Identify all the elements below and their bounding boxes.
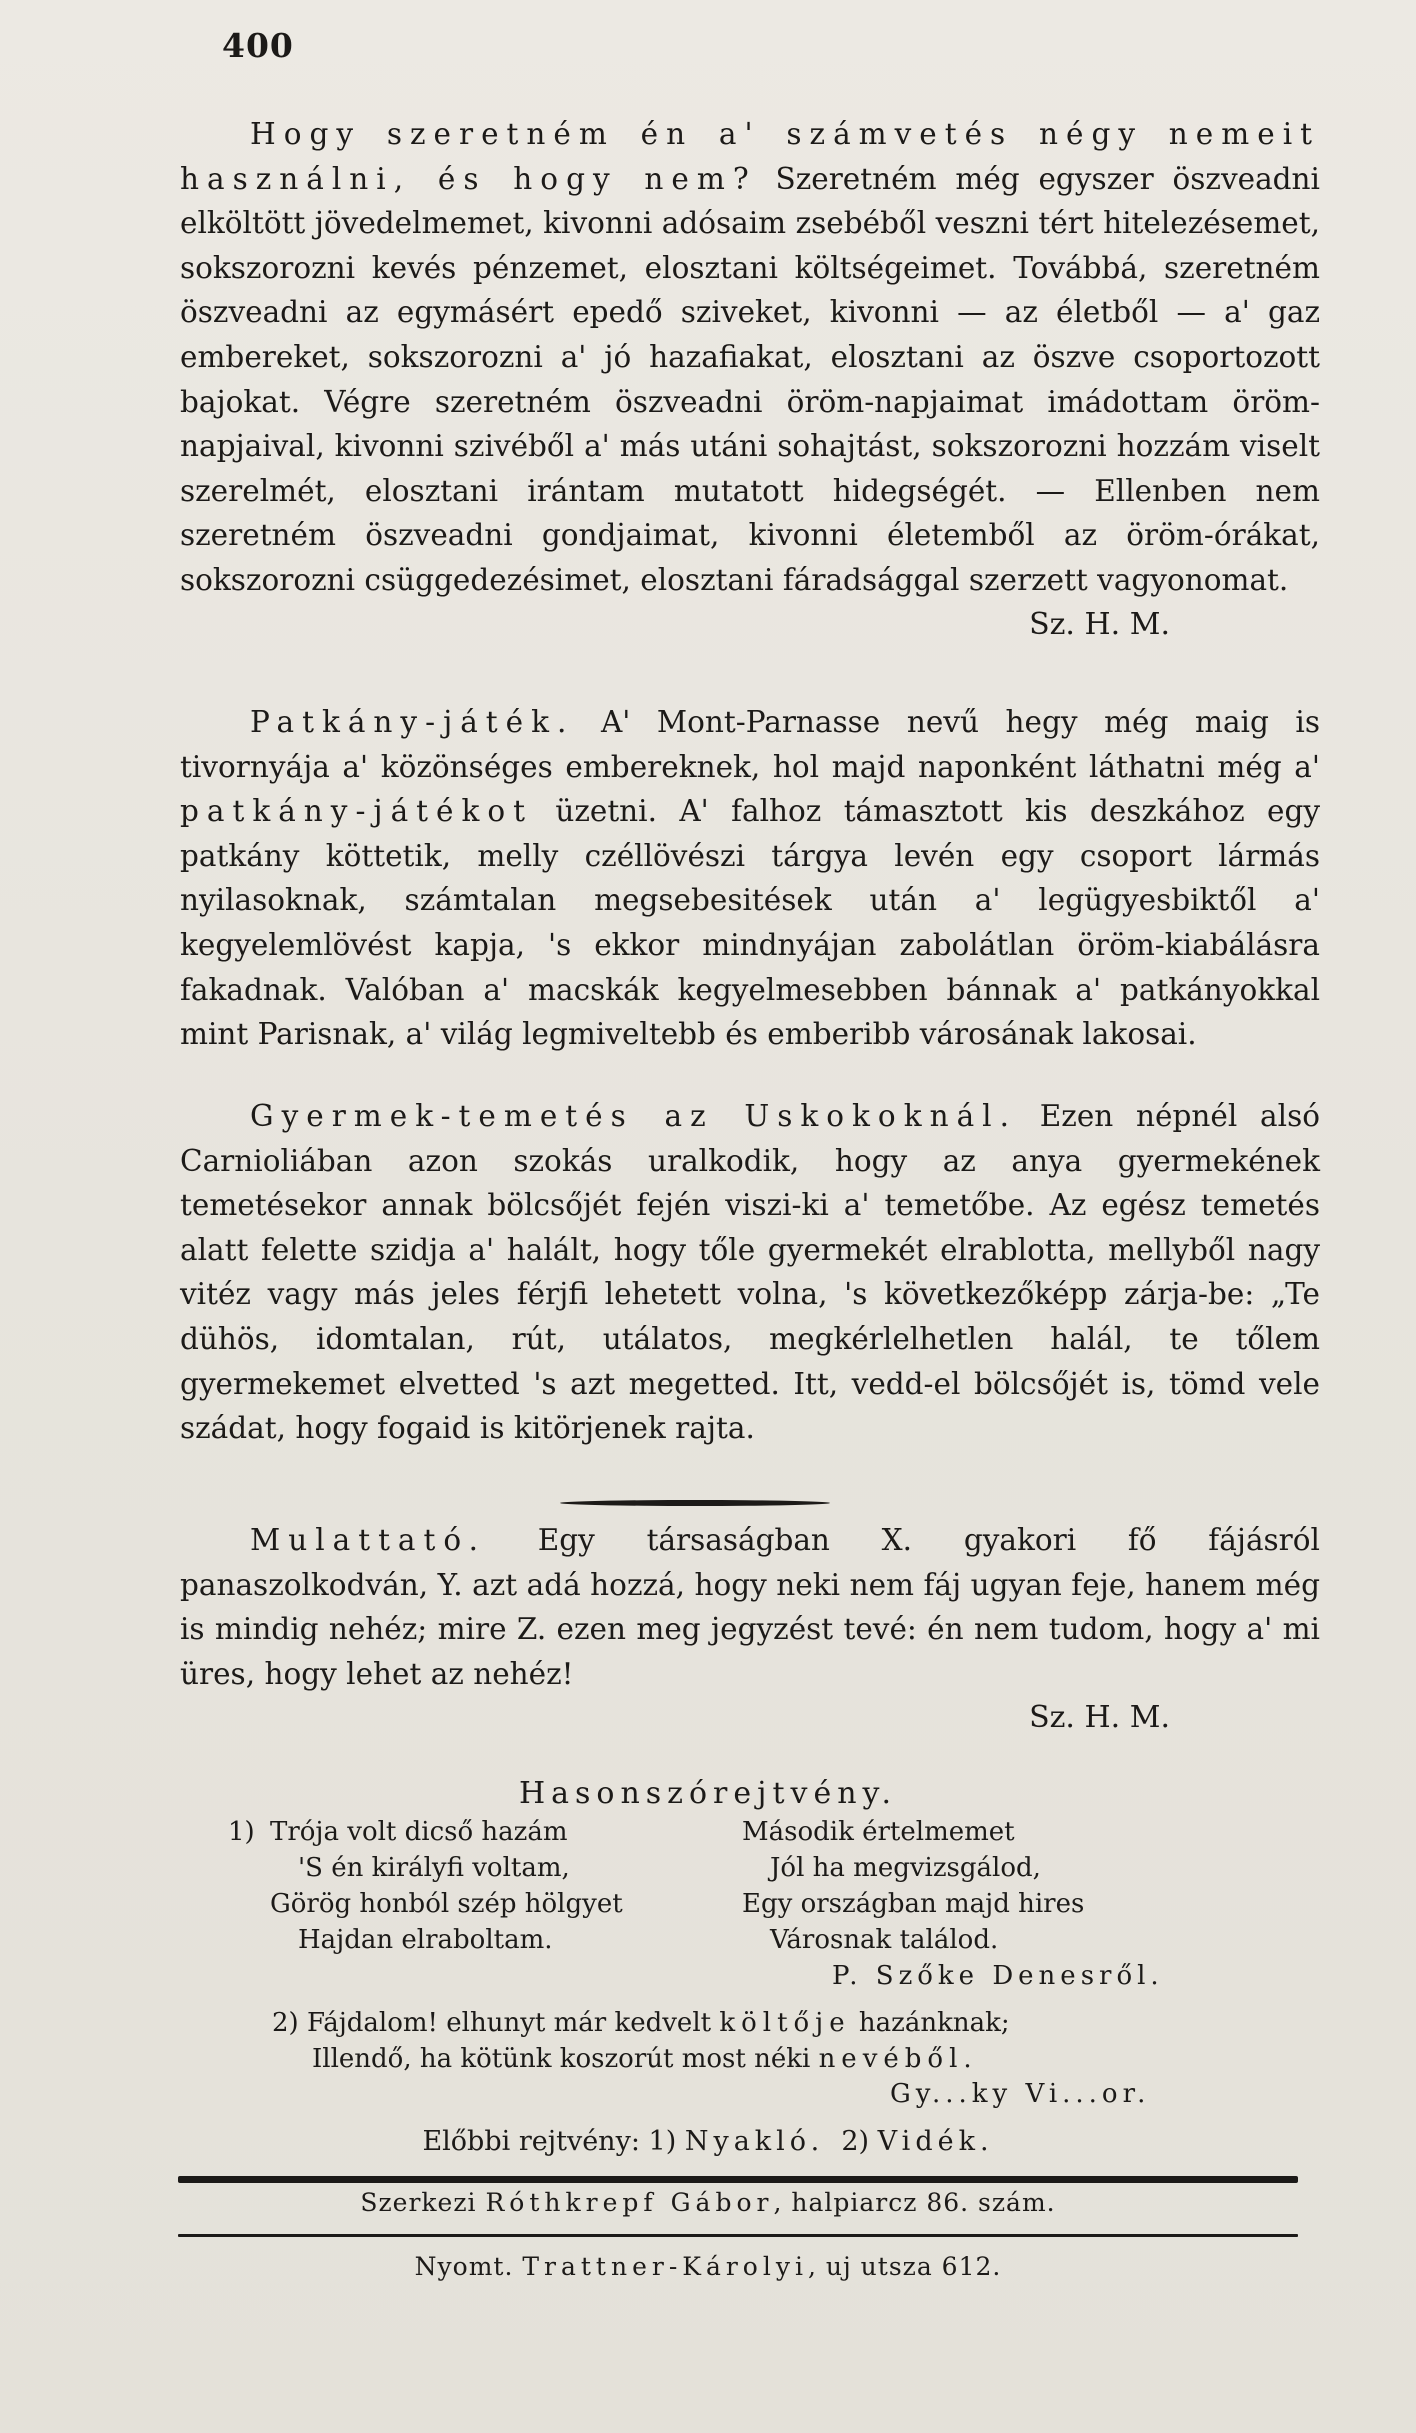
riddle-2-line-2: [312, 2040, 972, 2078]
riddle-author-1: P. Szőke Denesről.: [832, 1961, 1164, 1991]
riddle-2-line-1: [272, 2004, 1010, 2042]
previous-answer: [0, 2126, 1416, 2157]
riddle-line: Egy országban majd hires: [742, 1889, 1085, 1919]
printer-line: [0, 2252, 1416, 2281]
riddle-line: Hajdan elraboltam.: [298, 1925, 553, 1955]
editor-line: [0, 2188, 1416, 2217]
article-gyermek-temetes: [180, 1094, 1320, 1451]
article-emphasis: patkány-játékot: [180, 794, 533, 829]
article-body: Egy társaságban X. gyakori fő fájásról panaszolkodván, Y. azt adá hozzá, hogy neki nem fáj ugyan feje, hanem még is mindig nehéz; mire Z. ezen meg jegyzést tevé: én nem tudom, hogy a' mi üres, hogy lehet az nehéz!: [180, 1523, 1320, 1691]
riddle-emphasis: nevéből: [818, 2044, 964, 2074]
article-szamvetes: [180, 112, 1320, 647]
section-divider: [560, 1500, 830, 1506]
answer-number: 1): [648, 2126, 677, 2157]
printer-prefix: Nyomt.: [414, 2252, 514, 2281]
riddle-number-1: 1): [228, 1817, 255, 1847]
riddle-title: Hasonszórejtvény.: [518, 1776, 898, 1811]
article-signature: Sz. H. M.: [1029, 1700, 1170, 1736]
answer-1: Nyakló.: [684, 2126, 825, 2157]
article-signature: Sz. H. M.: [1029, 606, 1170, 642]
answer-number: 2): [841, 2126, 870, 2157]
double-rule: [178, 2176, 1298, 2183]
article-body: Szeretném még egyszer öszveadni elköltött jövedelmemet, kivonni adósaim zsebéből veszni tért hitelezésemet, sokszorozni kevés pénzemet, elosztani költségeimet. Továbbá, szeretném öszveadni az egymásért epedő sziveket, kivonni — az életből — a' gaz embereket, sokszorozni a' jó hazafiakat, elosztani az öszve csoportozott bajokat. Végre szeretném öszveadni öröm-napjaimat imádottam öröm-napjaival, kivonni szivéből a' más utáni sohajtást, sokszorozni hozzám viselt szerelmét, elosztani irántam mutatott hidegségét. — Ellenben nem szeretném öszveadni gondjaimat, kivonni életemből az öröm-órákat, sokszorozni csüggedezésimet, elosztani fáradsággal szerzett vagyonomat.: [180, 161, 1320, 597]
previous-answer-label: Előbbi rejtvény:: [422, 2126, 640, 2157]
printer-address: , uj utsza 612.: [807, 2252, 1002, 2281]
imprint-rule: [178, 2234, 1298, 2237]
article-title: Mulattató.: [250, 1523, 486, 1557]
riddle-line: Második értelmemet: [742, 1817, 1015, 1847]
riddle-left-column: [270, 1814, 623, 1958]
article-mulattato: [180, 1518, 1320, 1741]
article-title: Hogy szeretném én a' számvetés négy nemeit használni, és hogy nem?: [180, 117, 1320, 196]
article-patkany-jatek: [180, 700, 1320, 1057]
riddle-line: Görög honból szép hölgyet: [270, 1889, 623, 1919]
answer-2: Vidék.: [877, 2126, 994, 2157]
riddle-right-column: [742, 1814, 1084, 1958]
riddle-author-2: Gy...ky Vi...or.: [890, 2079, 1151, 2109]
printer-name: Trattner-Károlyi: [522, 2252, 808, 2281]
riddle-line: Városnak találod.: [770, 1925, 999, 1955]
editor-prefix: Szerkezi: [360, 2188, 477, 2217]
editor-name: Róthkrepf Gábor: [485, 2188, 774, 2217]
riddle-text: Fájdalom! elhunyt már kedvelt: [306, 2008, 720, 2038]
article-body-part: A' Mont-Parnasse nevű hegy még maig is tivornyája a' közönséges embereknek, hol majd naponként láthatni még a': [180, 705, 1320, 784]
article-body-part: üzetni. A' falhoz támasztott kis deszkához egy patkány köttetik, melly czéllövészi tárgya levén egy csoport lármás nyilasoknak, számtalan megsebesitések után a' legügyesbiktől a' kegyelemlövést kapja, 's ekkor mindnyájan zabolátlan öröm-kiabálásra fakadnak. Valóban a' macskák kegyelmesebben bánnak a' patkányokkal mint Parisnak, a' világ legmiveltebb és emberibb városának lakosai.: [180, 794, 1320, 1052]
riddle-line: Trója volt dicső hazám: [270, 1817, 568, 1847]
riddle-text: .: [963, 2044, 972, 2074]
page-number: 400: [222, 26, 294, 65]
article-title: Gyermek-temetés az Uskokoknál.: [250, 1099, 1017, 1133]
riddle-text: hazánknak;: [850, 2008, 1010, 2038]
riddle-line: Jól ha megvizsgálod,: [770, 1853, 1041, 1883]
article-body: Ezen népnél alsó Carnioliában azon szokás uralkodik, hogy az anya gyermekének temetésekor annak bölcsőjét fején viszi-ki a' temetőbe. Az egész temetés alatt felette szidja a' halált, hogy tőle gyermekét elrablotta, mellyből nagy vitéz vagy más jeles férjfi lehetett volna, 's következőképp zárja-be: „Te dühös, idomtalan, rút, utálatos, megkérlelhetlen halál, te tőlem gyermekemet elvetted 's azt megetted. Itt, vedd-el bölcsőjét is, tömd vele szádat, hogy fogaid is kitörjenek rajta.: [180, 1099, 1320, 1446]
riddle-emphasis: költője: [719, 2008, 851, 2038]
riddle-text: Illendő, ha kötünk koszorút most néki: [312, 2044, 819, 2074]
riddle-line: 'S én királyfi voltam,: [298, 1853, 570, 1883]
riddle-number-2: 2): [272, 2008, 299, 2038]
editor-address: , halpiarcz 86. szám.: [773, 2188, 1056, 2217]
article-title: Patkány-játék.: [250, 705, 575, 739]
